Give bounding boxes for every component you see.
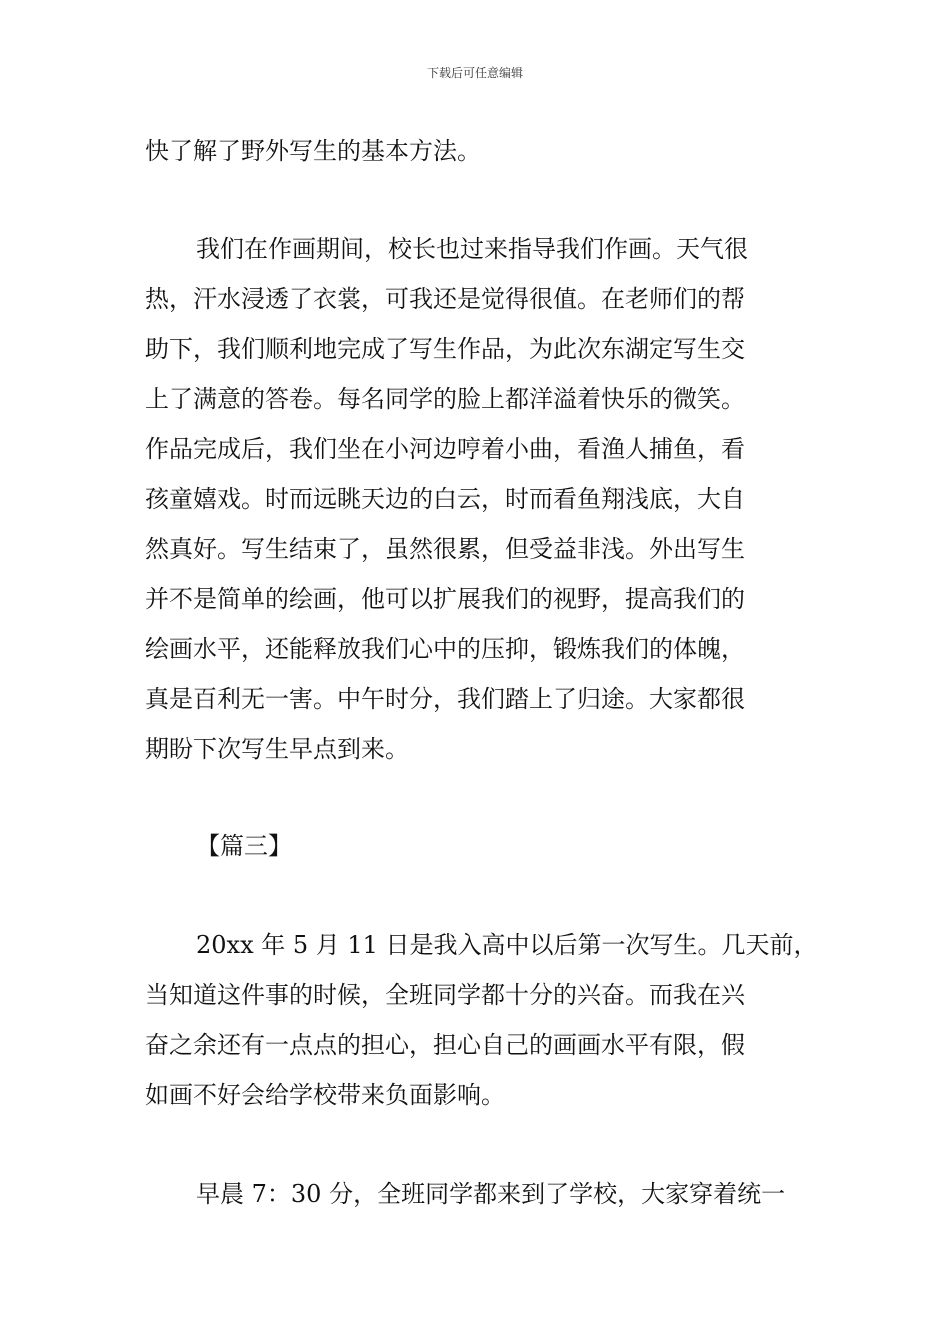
- paragraph-line: 并不是简单的绘画，他可以扩展我们的视野，提高我们的: [145, 585, 745, 613]
- paragraph-line: 快了解了野外写生的基本方法。: [145, 137, 481, 165]
- paragraph-line: 期盼下次写生早点到来。: [145, 735, 409, 763]
- paragraph-line: 早晨 7：30 分，全班同学都来到了学校，大家穿着统一: [196, 1180, 786, 1208]
- paragraph-line: 上了满意的答卷。每名同学的脸上都洋溢着快乐的微笑。: [145, 385, 745, 413]
- paragraph-line: 热，汗水浸透了衣裳，可我还是觉得很值。在老师们的帮: [145, 285, 745, 313]
- section-heading: 【篇三】: [196, 832, 292, 860]
- paragraph-line: 如画不好会给学校带来负面影响。: [145, 1081, 505, 1109]
- paragraph-line: 20xx 年 5 月 11 日是我入高中以后第一次写生。几天前，: [196, 931, 818, 959]
- paragraph-line: 然真好。写生结束了，虽然很累，但受益非浅。外出写生: [145, 535, 745, 563]
- page-header: 下载后可任意编辑: [426, 66, 523, 80]
- paragraph-line: 绘画水平，还能释放我们心中的压抑，锻炼我们的体魄，: [145, 635, 745, 663]
- paragraph-line: 真是百利无一害。中午时分，我们踏上了归途。大家都很: [145, 685, 745, 713]
- paragraph-line: 助下，我们顺利地完成了写生作品，为此次东湖定写生交: [145, 335, 745, 363]
- paragraph-line: 我们在作画期间，校长也过来指导我们作画。天气很: [196, 235, 748, 263]
- paragraph-line: 孩童嬉戏。时而远眺天边的白云，时而看鱼翔浅底，大自: [145, 485, 745, 513]
- paragraph-line: 作品完成后，我们坐在小河边哼着小曲，看渔人捕鱼，看: [145, 435, 745, 463]
- paragraph-line: 奋之余还有一点点的担心，担心自己的画画水平有限，假: [145, 1031, 745, 1059]
- paragraph-line: 当知道这件事的时候，全班同学都十分的兴奋。而我在兴: [145, 981, 745, 1009]
